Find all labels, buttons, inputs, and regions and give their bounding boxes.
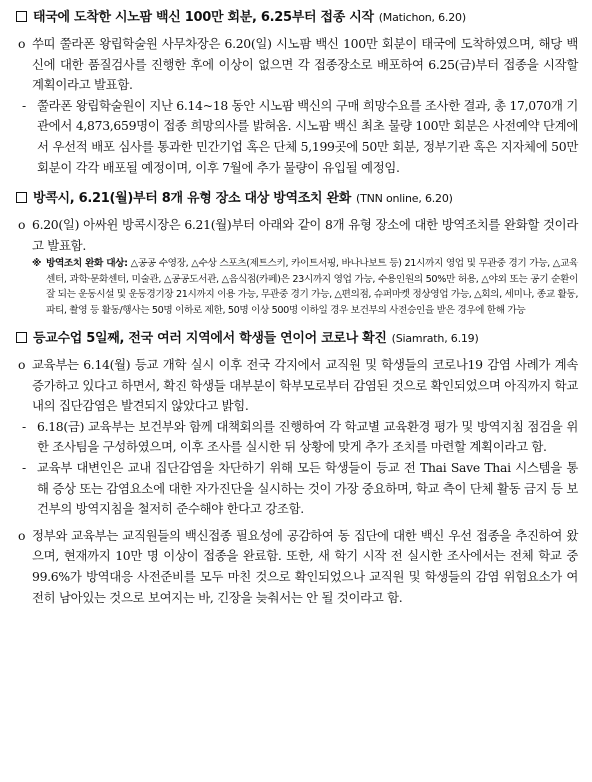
section-heading [16,189,578,209]
circle-bullet-icon: o [18,36,26,51]
circle-bullet-icon: o [18,217,26,233]
dash-bullet-icon: - [22,459,26,475]
section-source: (Matichon, 6.20) [378,11,466,24]
paragraph-text: 6.20(일) 아싸윈 방콕시장은 6.21(월)부터 아래와 같이 8개 유형 장소에 대한 방역조치를 완화할 것이라고 발표함. [32,217,578,253]
section-source: (TNN online, 6.20) [356,192,453,206]
sub-paragraph [22,458,578,520]
bullet-paragraph [18,34,578,96]
paragraph-text: 쭐라폰 왕립학술원이 지난 6.14~18 동안 시노팜 백신의 구매 희망수요를 조사한 결과, 총 17,070개 기관에서 4,873,659명이 접종 희망의사를 밝혀옴. 시노팜 백신 최초 물량 100만 회분은 사전예약 단계에서 우선적 배포 심사를 통과한 민간기업 혹은 단체 5,199곳에 50만 회분, 정부기관 혹은 지자체에 50만 회분이 각각 배포될 예정이며, 이후 7월에 추가 물량이 유입될 예정임. [37,97,578,175]
sub-paragraph [22,96,578,178]
paragraph-text: 교육부는 6.14(월) 등교 개학 실시 이후 전국 각지에서 교직원 및 학생들의 코로나19 감염 사례가 계속 증가하고 있다고 하면서, 확진 학생들 대부분이 학부모로부터 감염된 것으로 확인되었으며 아직까지 학교 내의 집단감염은 발견되지 않았다고 밝힘. [32,356,578,414]
checkbox-icon [16,11,27,22]
bullet-paragraph [18,215,578,256]
bullet-paragraph [18,526,578,608]
paragraph-text: 정부와 교육부는 교직원들의 백신접종 필요성에 공감하여 동 집단에 대한 백신 우선 접종을 추진하여 왔으며, 현재까지 10만 명 이상이 접종을 완료함. 또한, 새 학기 시작 전 실시한 조사에서는 전체 학교 중 99.6%가 방역대응 사전준비를 모두 마친 것으로 확인되었으나 교직원 및 학생들의 감염 위험요소가 여전히 남아있는 것으로 보여지는 바, 긴장을 늦춰서는 안 될 것이라고 함. [32,527,578,605]
note-body: △공공 수영장, △수상 스포츠(제트스키, 카이트서핑, 바나나보트 등) 21시까지 영업 및 무관중 경기 가능, △교육센터, 과학·문화센터, 미술관, △공공도서관, △음식점(카페)은 23시까지 영업 가능, 수용인원의 50%만 허용, △야외 또는 공기 순환이 잘 되는 운동시설 및 운동경기장 21시까지 이용 가능, 무관중 경기 가능, △편의점, 슈퍼마켓 정상영업 가능, △회의, 세미나, 종교 활동, 파티, 촬영 등 활동/행사는 50명 이하로 제한, 50명 이상 500명 이하일 경우 보건부의 사전승인을 받은 경우에 한해 가능 [46,258,579,316]
news-section-2 [16,189,578,318]
sub-paragraph [22,417,578,458]
dash-bullet-icon: - [22,97,26,113]
reference-mark-icon: ※ [32,258,42,270]
dash-bullet-icon: - [22,418,26,434]
paragraph-text: 6.18(금) 교육부는 보건부와 함께 대책회의를 진행하여 각 학교별 교육환경 평가 및 방역지침 점검을 위한 조사팀을 구성하였으며, 이후 조사를 실시한 뒤 상황에 맞게 추가 조치를 마련할 계획이라고 함. [37,418,578,455]
news-section-1 [16,8,578,178]
section-title: 태국에 도착한 시노팜 백신 100만 회분, 6.25부터 접종 시작 [33,10,374,25]
circle-bullet-icon: o [18,356,26,372]
checkbox-icon [16,332,27,343]
section-title: 등교수업 5일째, 전국 여러 지역에서 학생들 연이어 코로나 확진 [33,330,387,346]
bullet-paragraph [18,355,578,417]
section-source: (Siamrath, 6.19) [391,331,479,345]
section-title: 방콕시, 6.21(월)부터 8개 유형 장소 대상 방역조치 완화 [33,191,352,207]
note-label: 방역조치 완화 대상: [46,258,128,270]
note-text [46,256,578,318]
paragraph-text: 교육부 대변인은 교내 집단감염을 차단하기 위해 모든 학생들이 등교 전 Thai Save Thai 시스템을 통해 증상 또는 감염요소에 대한 자가진단을 실시하는 것이 가장 중요하며, 학교 측이 단체 활동 금지 등 보건부의 방역지침을 철저히 준수해야 한다고 강조함. [37,459,578,517]
news-section-3 [16,329,578,608]
checkbox-icon [16,192,27,203]
note-box [32,256,578,318]
section-heading [16,329,578,349]
circle-bullet-icon: o [18,527,26,543]
section-heading [16,8,578,28]
paragraph-text: 쑤띠 쭐라폰 왕립학술원 사무차장은 6.20(일) 시노팜 백신 100만 회분이 태국에 도착하였으며, 해당 백신에 대한 품질검사를 진행한 후에 이상이 없으면 각 접종장소로 배포하여 6.25(금)부터 접종을 시작할 계획이라고 발표함. [32,36,578,93]
